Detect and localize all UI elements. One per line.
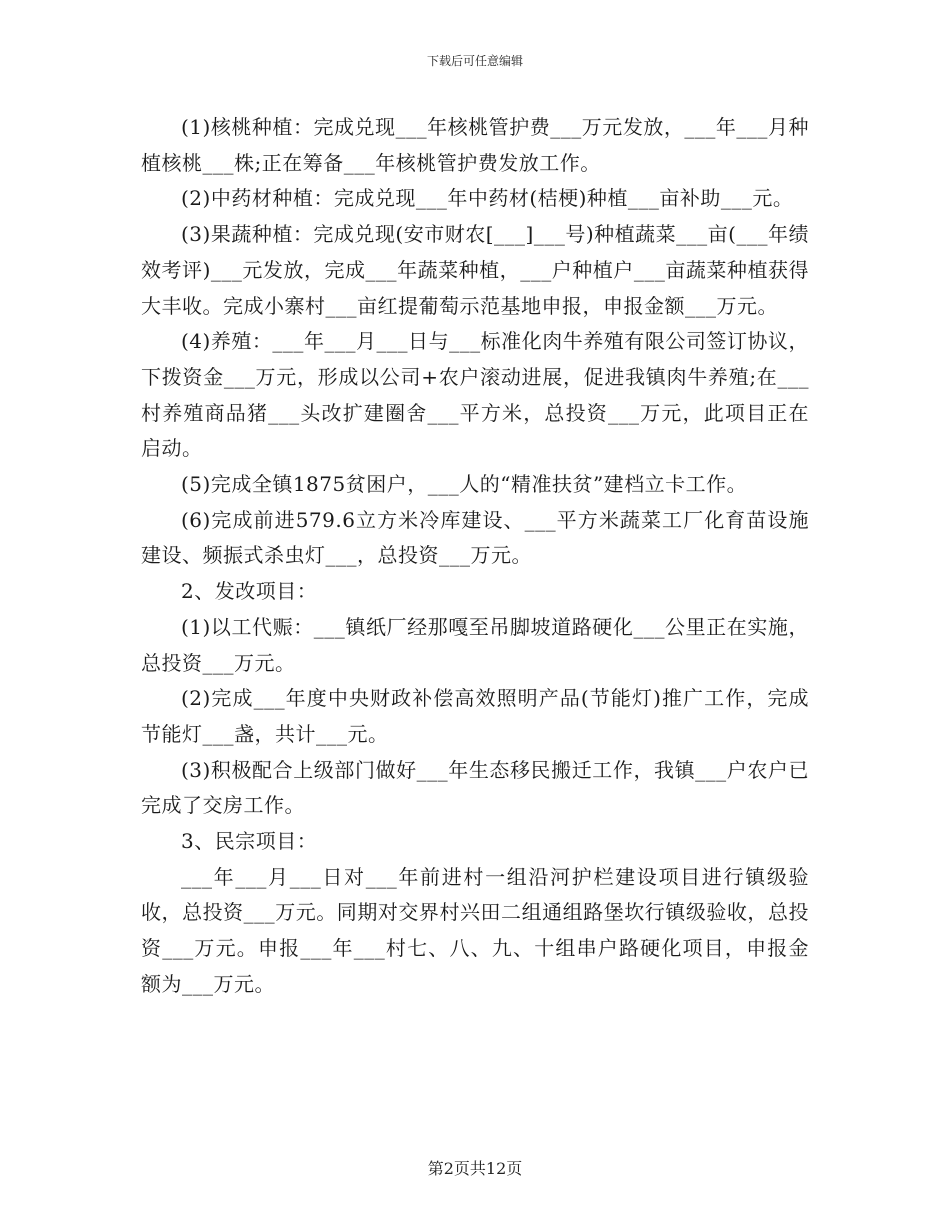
paragraph-cold-storage: (6)完成前进579.6立方米冷库建设、___平方米蔬菜工厂化育苗设施建设、频振式杀虫灯___，总投资___万元。 [141, 507, 809, 568]
paragraph-relocation: (3)积极配合上级部门做好___年生态移民搬迁工作，我镇___户农户已完成了交房工作。 [141, 757, 809, 818]
document-body [141, 110, 809, 1003]
page-header: 下载后可任意编辑 [426, 54, 523, 68]
paragraph-vegetables: (3)果蔬种植：完成兑现(安市财农[___]___号)种植蔬菜___亩(___年绩效考评)___元发放，完成___年蔬菜种植，___户种植户___亩蔬菜种植获得大丰收。完成小寨村___亩红提葡萄示范基地申报，申报金额___万元。 [141, 222, 809, 318]
paragraph-acceptance: ___年___月___日对___年前进村一组沿河护栏建设项目进行镇级验收，总投资___万元。同期对交界村兴田二组通组路堡坎行镇级验收，总投资___万元。申报___年___村七、八、九、十组串户路硬化项目，申报金额为___万元。 [141, 864, 809, 996]
paragraph-livestock: (4)养殖：___年___月___日与___标准化肉牛养殖有限公司签订协议，下拨资金___万元，形成以公司+农户滚动进展，促进我镇肉牛养殖;在___村养殖商品猪___头改扩建圈舍___平方米，总投资___万元，此项目正在启动。 [141, 329, 809, 461]
paragraph-poverty: (5)完成全镇1875贫困户，___人的“精准扶贫”建档立卡工作。 [181, 472, 748, 497]
paragraph-walnut: (1)核桃种植：完成兑现___年核桃管护费___万元发放，___年___月种植核桃___株;正在筹备___年核桃管护费发放工作。 [141, 115, 809, 175]
paragraph-lighting: (2)完成___年度中央财政补偿高效照明产品(节能灯)推广工作，完成节能灯___盏，共计___元。 [141, 686, 809, 746]
section-heading-development: 2、发改项目： [181, 579, 318, 604]
page-number: 第2页共12页 [427, 1159, 523, 1178]
paragraph-work-relief: (1)以工代赈：___镇纸厂经那嘎至吊脚坡道路硬化___公里正在实施，总投资___万元。 [141, 614, 809, 675]
paragraph-herbs: (2)中药材种植：完成兑现___年中药材(桔梗)种植___亩补助___元。 [181, 186, 794, 211]
section-heading-ethnic: 3、民宗项目： [181, 829, 318, 854]
